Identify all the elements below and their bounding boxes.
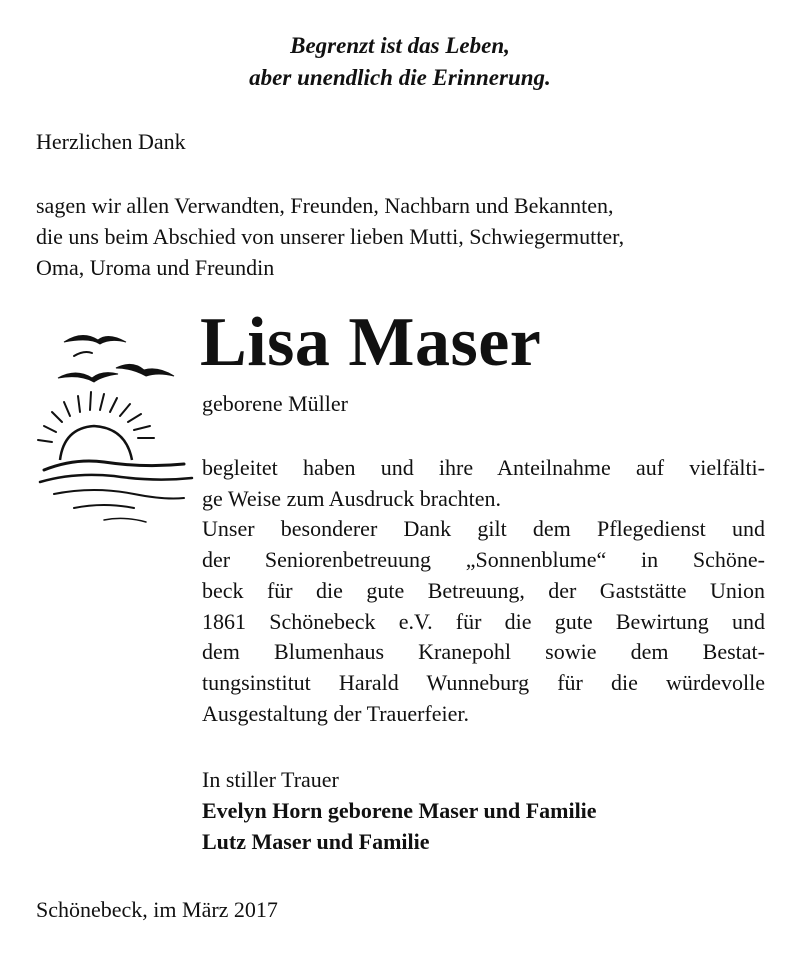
thanks-body [202, 453, 765, 729]
body-line: der Seniorenbetreuung „Sonnenblume“ in Schöne- [202, 547, 765, 573]
intro-line: Oma, Uroma und Freundin [36, 255, 275, 280]
body-line: 1861 Schönebeck e.V. für die gute Bewirtung und [202, 608, 765, 634]
body-line: dem Blumenhaus Kranepohl sowie dem Bestat- [202, 639, 765, 665]
motto-line-2: aber unendlich die Erinnerung. [249, 65, 551, 90]
mourners-list [202, 795, 597, 857]
body-line: Ausgestaltung der Trauerfeier. [202, 700, 469, 726]
mourner-name: Evelyn Horn geborene Maser und Familie [202, 798, 597, 823]
place-date: Schönebeck, im März 2017 [36, 897, 278, 922]
mourning-phrase: In stiller Trauer [202, 767, 339, 792]
intro-line: die uns beim Abschied von unserer lieben Mutti, Schwiegermutter, [36, 224, 625, 249]
deceased-name: Lisa Maser [200, 304, 542, 381]
birds-over-sunset-icon [34, 320, 194, 540]
intro-line: sagen wir allen Verwandten, Freunden, Nachbarn und Bekannten, [36, 193, 614, 218]
body-line: beck für die gute Betreuung, der Gaststätte Union [202, 577, 765, 603]
body-line: ge Weise zum Ausdruck brachten. [202, 485, 502, 511]
body-line: Unser besonderer Dank gilt dem Pflegedienst und [202, 516, 765, 542]
body-line: tungsinstitut Harald Wunneburg für die würdevolle [202, 669, 765, 695]
intro-paragraph [36, 190, 776, 283]
motto [0, 30, 800, 94]
body-line: begleitet haben und ihre Anteilnahme auf vielfälti- [202, 455, 765, 480]
motto-line-1: Begrenzt ist das Leben, [290, 33, 510, 58]
thanks-heading: Herzlichen Dank [36, 129, 186, 154]
mourner-name: Lutz Maser und Familie [202, 829, 430, 854]
birth-name: geborene Müller [202, 391, 348, 416]
